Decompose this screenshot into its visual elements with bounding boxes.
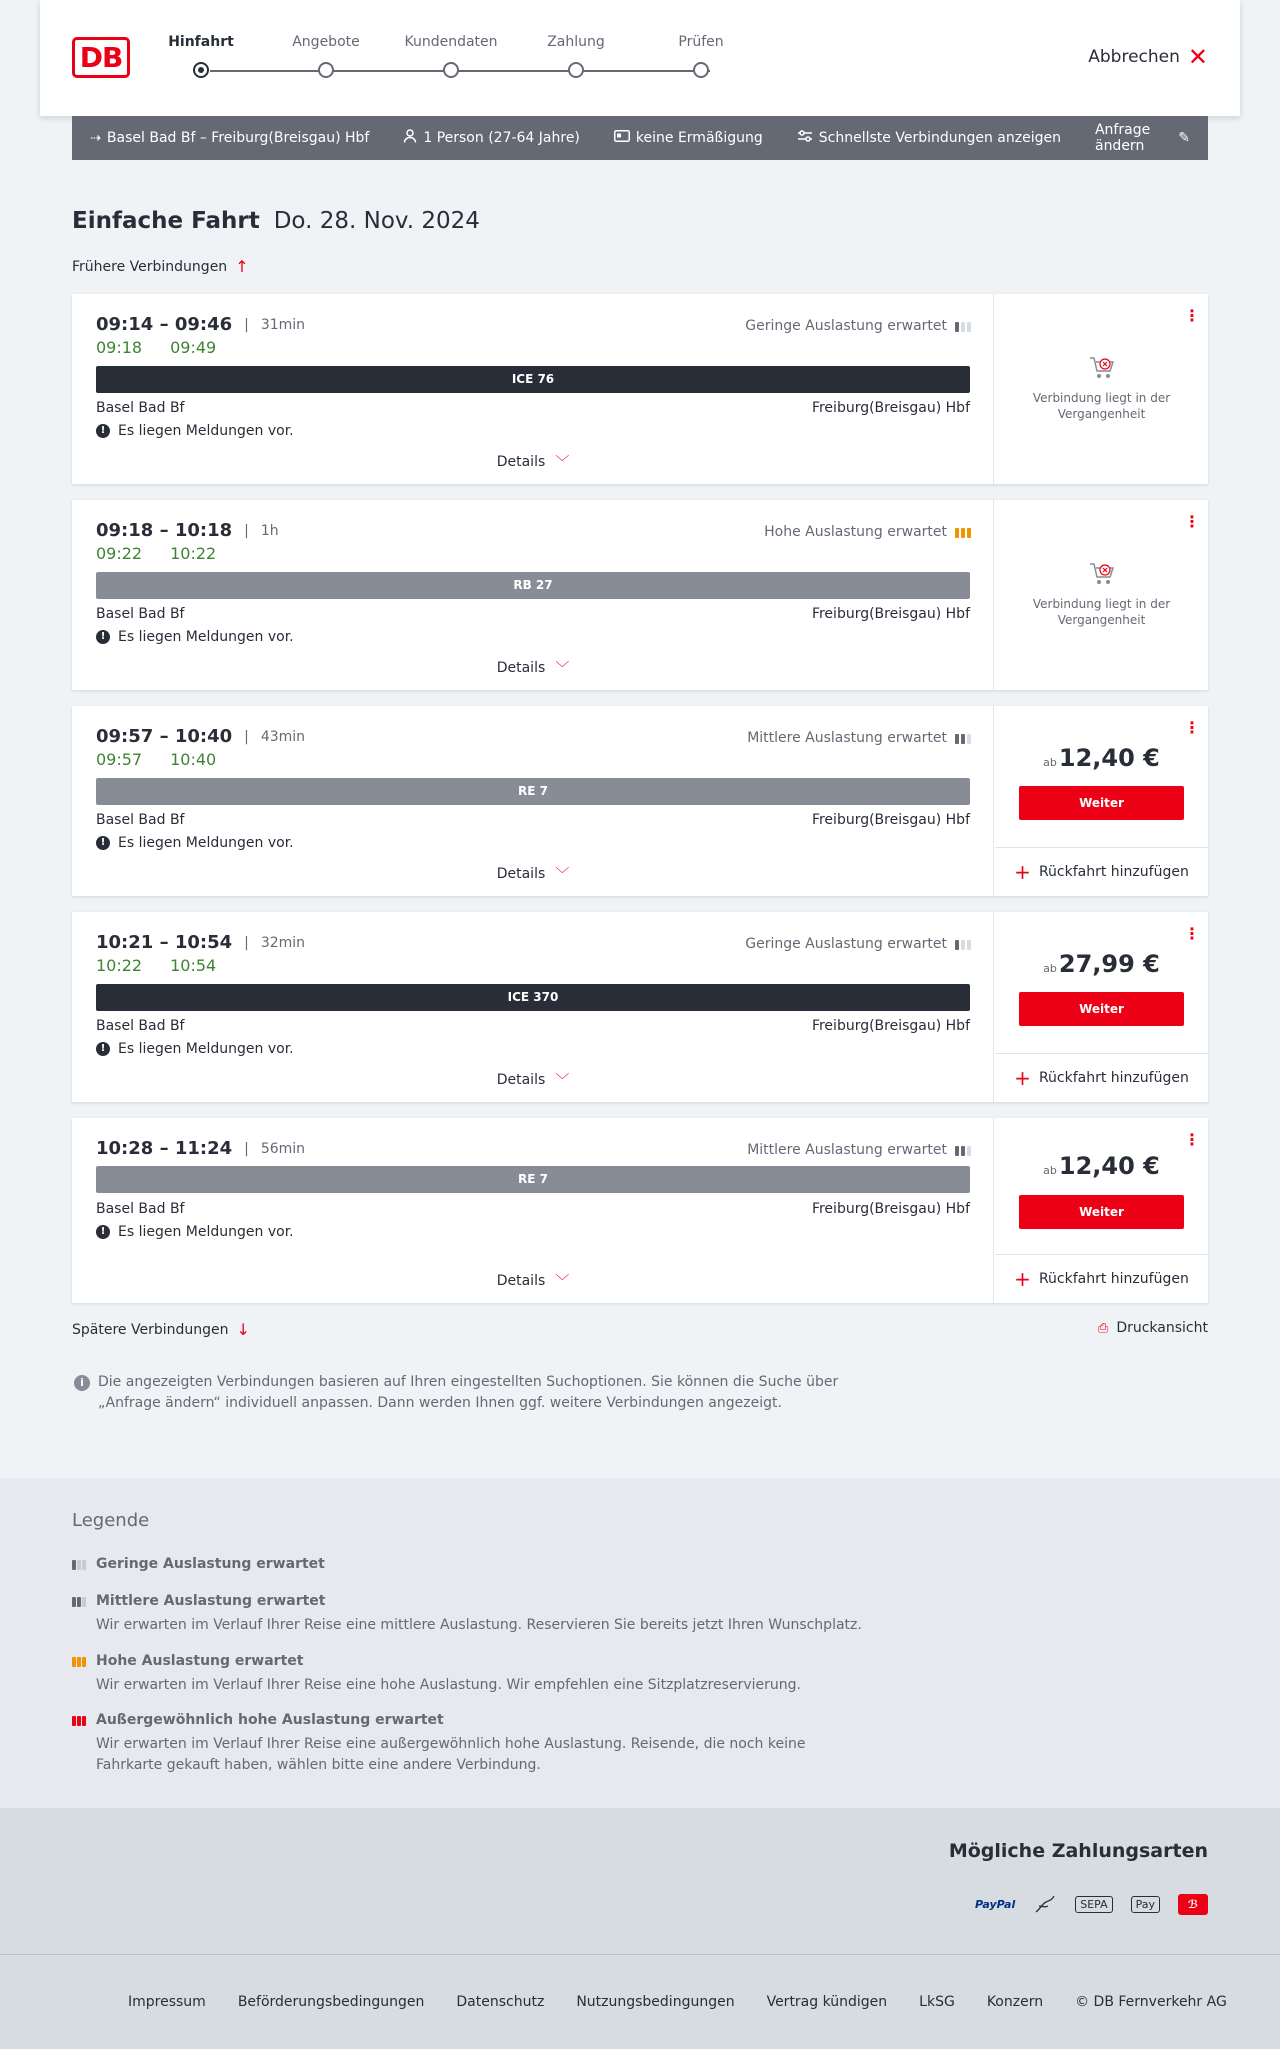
cart-unavailable-icon — [995, 356, 1208, 380]
legend-label: Außergewöhnlich hohe Auslastung erwartet — [96, 1712, 444, 1728]
footer-link-vertrag-kuendigen[interactable]: Vertrag kündigen — [766, 1994, 888, 2010]
card-icon — [614, 130, 630, 146]
progress-steps — [168, 34, 805, 84]
connection-card — [72, 706, 1208, 896]
direct-debit-icon — [1033, 1892, 1057, 1917]
train-bar[interactable]: RB 27 — [96, 572, 970, 599]
stations — [96, 812, 970, 828]
connection-card — [72, 500, 1208, 690]
warning-icon: ! — [96, 1225, 110, 1239]
load-indicator — [764, 524, 971, 540]
destination-station: Freiburg(Breisgau) Hbf — [811, 606, 970, 622]
route-arrow-icon: ⇢ — [90, 130, 101, 146]
destination-station: Freiburg(Breisgau) Hbf — [811, 812, 970, 828]
earlier-connections-link[interactable] — [72, 257, 249, 276]
print-view-link[interactable] — [1098, 1320, 1208, 1336]
footer-link-nutzungsbedingungen[interactable]: Nutzungsbedingungen — [576, 1994, 735, 2010]
trip-date: Do. 28. Nov. 2024 — [273, 208, 480, 234]
load-label: Mittlere Auslastung erwartet — [747, 1142, 947, 1158]
later-label: Spätere Verbindungen — [72, 1321, 229, 1338]
more-options-icon[interactable]: ⋮ — [1184, 924, 1200, 943]
load-label: Hohe Auslastung erwartet — [764, 524, 947, 540]
person-icon — [403, 129, 417, 147]
connection-card — [72, 912, 1208, 1102]
arrow-down-icon: ↓ — [236, 1320, 250, 1339]
message-text: Es liegen Meldungen vor. — [118, 1224, 294, 1240]
more-options-icon[interactable]: ⋮ — [1184, 718, 1200, 737]
later-connections-link[interactable] — [72, 1320, 250, 1339]
load-label: Geringe Auslastung erwartet — [745, 318, 947, 334]
warning-icon: ! — [96, 836, 110, 850]
details-label: Details — [496, 660, 546, 676]
step-label: Kundendaten — [404, 34, 498, 50]
details-toggle[interactable] — [72, 864, 994, 884]
details-toggle[interactable] — [72, 1271, 994, 1291]
warning-icon: ! — [96, 630, 110, 644]
details-toggle[interactable] — [72, 452, 994, 472]
medium-load-icon — [955, 732, 971, 744]
realtime-times — [96, 956, 216, 975]
details-toggle[interactable] — [72, 658, 994, 678]
step-hinfahrt[interactable] — [141, 34, 261, 50]
planned-times: 09:14 – 09:46 — [96, 314, 233, 335]
legend-item-medium — [72, 1593, 872, 1636]
arrow-up-icon: ↑ — [235, 257, 249, 276]
plus-icon: + — [1014, 860, 1031, 884]
legend-item-low — [72, 1556, 872, 1572]
messages-notice — [96, 423, 294, 439]
chevron-down-icon: ﹀ — [555, 1073, 570, 1089]
duration: 43min — [260, 728, 306, 745]
duration: 1h — [260, 522, 279, 539]
details-label: Details — [496, 454, 546, 470]
offer-panel — [995, 500, 1208, 690]
step-label: Hinfahrt — [168, 34, 234, 50]
change-label: Anfrage ändern — [1094, 122, 1151, 154]
medium-load-icon — [72, 1595, 88, 1607]
legend-title: Legende — [72, 1510, 150, 1531]
step-label: Zahlung — [547, 34, 605, 50]
more-options-icon[interactable]: ⋮ — [1184, 1130, 1200, 1149]
realtime-departure: 09:22 — [96, 544, 143, 563]
legend-item-high — [72, 1653, 872, 1696]
info-icon: i — [74, 1375, 90, 1391]
realtime-departure: 10:22 — [96, 956, 143, 975]
step-dot — [443, 62, 459, 78]
progress-line — [210, 70, 710, 72]
print-label: Druckansicht — [1116, 1320, 1208, 1336]
earlier-label: Frühere Verbindungen — [72, 258, 228, 275]
legend-description: Wir erwarten im Verlauf Ihrer Reise eine hohe Auslastung. Wir empfehlen eine Sitzplatzreservierung. — [96, 1677, 801, 1693]
realtime-arrival: 10:40 — [170, 750, 217, 769]
stations — [96, 606, 970, 622]
info-text: Die angezeigten Verbindungen basieren auf Ihren eingestellten Suchoptionen. Sie können die Suche über „Anfrage ändern“ individuell anpassen. Dann werden Ihnen ggf. weitere Verbindungen angezeigt. — [98, 1374, 839, 1411]
change-request-button[interactable] — [1095, 122, 1190, 154]
continue-button[interactable]: Weiter — [1019, 992, 1184, 1026]
price-prefix: ab — [1043, 1164, 1057, 1177]
price-prefix: ab — [1043, 756, 1057, 769]
option-label: Schnellste Verbindungen anzeigen — [818, 130, 1061, 146]
cart-unavailable-icon — [995, 562, 1208, 586]
planned-times: 10:28 – 11:24 — [96, 1138, 233, 1159]
route-label: Basel Bad Bf – Freiburg(Breisgau) Hbf — [106, 130, 370, 146]
step-label: Angebote — [292, 34, 360, 50]
query-route — [90, 130, 369, 146]
copyright: © DB Fernverkehr AG — [1075, 1994, 1227, 2010]
footer-link-lksg[interactable]: LkSG — [919, 1994, 955, 2010]
origin-station: Basel Bad Bf — [96, 1201, 185, 1217]
footer — [0, 1954, 1280, 2049]
train-bar[interactable]: RE 7 — [96, 778, 970, 805]
query-option — [797, 130, 1061, 146]
chevron-down-icon: ﹀ — [555, 661, 570, 677]
separator: | — [244, 728, 249, 745]
price-prefix: ab — [1043, 962, 1057, 975]
realtime-arrival: 10:54 — [170, 956, 217, 975]
connection-times — [96, 726, 305, 747]
planned-times: 10:21 – 10:54 — [96, 932, 233, 953]
footer-links — [128, 1994, 1227, 2010]
details-label: Details — [496, 1072, 546, 1088]
connection-info — [72, 500, 994, 690]
filter-icon — [797, 130, 813, 146]
load-indicator — [745, 318, 971, 334]
payment-section — [0, 1808, 1280, 1954]
step-kundendaten[interactable] — [391, 34, 511, 50]
connection-times — [96, 932, 305, 953]
return-label: Rückfahrt hinzufügen — [1038, 1271, 1189, 1287]
origin-station: Basel Bad Bf — [96, 606, 185, 622]
step-angebote[interactable] — [266, 34, 386, 50]
plus-icon: + — [1014, 1267, 1031, 1291]
destination-station: Freiburg(Breisgau) Hbf — [811, 1201, 970, 1217]
messages-notice — [96, 629, 294, 645]
destination-station: Freiburg(Breisgau) Hbf — [811, 1018, 970, 1034]
connection-info — [72, 1118, 994, 1303]
return-label: Rückfahrt hinzufügen — [1038, 864, 1189, 880]
warning-icon: ! — [96, 424, 110, 438]
stations — [96, 400, 970, 416]
origin-station: Basel Bad Bf — [96, 400, 185, 416]
step-dot — [693, 62, 709, 78]
price-value: 12,40 € — [1058, 744, 1160, 772]
separator: | — [244, 522, 249, 539]
past-label: Verbindung liegt in der Vergangenheit — [1032, 597, 1171, 627]
query-bar — [72, 116, 1208, 160]
warning-icon: ! — [96, 1042, 110, 1056]
low-load-icon — [955, 938, 971, 950]
duration: 31min — [260, 316, 306, 333]
price — [995, 950, 1208, 978]
payment-title: Mögliche Zahlungsarten — [948, 1840, 1208, 1862]
step-pruefen[interactable] — [641, 34, 761, 50]
realtime-departure: 09:57 — [96, 750, 143, 769]
add-return-button[interactable] — [995, 1053, 1208, 1102]
legend-label: Hohe Auslastung erwartet — [96, 1653, 304, 1669]
db-logo[interactable]: DB — [72, 37, 130, 78]
medium-load-icon — [955, 1144, 971, 1156]
pencil-icon: ✎ — [1178, 130, 1190, 146]
connection-times — [96, 314, 305, 335]
message-text: Es liegen Meldungen vor. — [118, 629, 294, 645]
continue-button[interactable]: Weiter — [1019, 1195, 1184, 1229]
low-load-icon — [955, 320, 971, 332]
offer-panel — [995, 1118, 1208, 1303]
low-load-icon — [72, 1558, 88, 1570]
legend-description: Wir erwarten im Verlauf Ihrer Reise eine außergewöhnlich hohe Auslastung. Reisende, die noch keine Fahrkarte gekauft haben, wählen bitte eine andere Verbindung. — [96, 1736, 806, 1773]
separator: | — [244, 1140, 249, 1157]
separator: | — [244, 934, 249, 951]
query-persons — [403, 129, 580, 147]
step-dot — [568, 62, 584, 78]
chevron-down-icon: ﹀ — [555, 867, 570, 883]
high-load-icon — [955, 526, 971, 538]
more-options-icon[interactable]: ⋮ — [1184, 306, 1200, 325]
details-toggle[interactable] — [72, 1070, 994, 1090]
query-discount — [614, 130, 763, 146]
train-bar[interactable]: ICE 76 — [96, 366, 970, 393]
details-label: Details — [496, 1273, 546, 1289]
db-bonus-icon: ℬ — [1178, 1894, 1208, 1915]
planned-times: 09:57 – 10:40 — [96, 726, 233, 747]
stations — [96, 1201, 970, 1217]
legend-label: Mittlere Auslastung erwartet — [96, 1593, 326, 1609]
connection-times — [96, 1138, 305, 1159]
legend-label: Geringe Auslastung erwartet — [96, 1556, 325, 1572]
footer-link-konzern[interactable]: Konzern — [986, 1994, 1044, 2010]
stations — [96, 1018, 970, 1034]
legend-description: Wir erwarten im Verlauf Ihrer Reise eine mittlere Auslastung. Reservieren Sie bereits jetzt Ihren Wunschplatz. — [96, 1617, 862, 1633]
more-options-icon[interactable]: ⋮ — [1184, 512, 1200, 531]
chevron-down-icon: ﹀ — [555, 455, 570, 471]
plus-icon: + — [1014, 1066, 1031, 1090]
offer-panel — [995, 912, 1208, 1102]
extreme-load-icon — [72, 1714, 88, 1726]
step-dot — [318, 62, 334, 78]
realtime-arrival: 09:49 — [170, 338, 217, 357]
offer-panel — [995, 294, 1208, 484]
load-indicator — [745, 936, 971, 952]
realtime-times — [96, 544, 216, 563]
persons-label: 1 Person (27-64 Jahre) — [423, 130, 580, 146]
close-icon: ✕ — [1187, 43, 1208, 71]
printer-icon: ⎙ — [1097, 1320, 1109, 1336]
paypal-icon: PayPal — [975, 1898, 1016, 1911]
load-indicator — [747, 1142, 971, 1158]
add-return-button[interactable] — [995, 1254, 1208, 1303]
messages-notice — [96, 1224, 294, 1240]
origin-station: Basel Bad Bf — [96, 812, 185, 828]
search-info-note — [74, 1372, 854, 1414]
step-dot — [193, 62, 209, 78]
realtime-times — [96, 750, 216, 769]
message-text: Es liegen Meldungen vor. — [118, 835, 294, 851]
details-label: Details — [496, 866, 546, 882]
load-label: Geringe Auslastung erwartet — [745, 936, 947, 952]
duration: 32min — [260, 934, 306, 951]
add-return-button[interactable] — [995, 847, 1208, 896]
past-connection-notice — [995, 562, 1208, 628]
connection-info — [72, 294, 994, 484]
cancel-button[interactable] — [1088, 43, 1208, 71]
step-zahlung[interactable] — [516, 34, 636, 50]
load-label: Mittlere Auslastung erwartet — [747, 730, 947, 746]
realtime-times — [96, 338, 216, 357]
payment-methods — [975, 1892, 1208, 1917]
continue-button[interactable]: Weiter — [1019, 786, 1184, 820]
destination-station: Freiburg(Breisgau) Hbf — [811, 400, 970, 416]
message-text: Es liegen Meldungen vor. — [118, 1041, 294, 1057]
legend-section — [0, 1478, 1280, 1808]
load-indicator — [747, 730, 971, 746]
step-label: Prüfen — [678, 34, 724, 50]
connection-times — [96, 520, 279, 541]
sepa-icon: SEPA — [1075, 1896, 1112, 1913]
price-value: 27,99 € — [1058, 950, 1160, 978]
duration: 56min — [260, 1140, 306, 1157]
connection-info — [72, 706, 994, 896]
message-text: Es liegen Meldungen vor. — [118, 423, 294, 439]
footer-link-datenschutz[interactable]: Datenschutz — [456, 1994, 545, 2010]
realtime-departure: 09:18 — [96, 338, 143, 357]
discount-label: keine Ermäßigung — [635, 130, 763, 146]
legend-item-extreme — [72, 1712, 872, 1776]
trip-type: Einfache Fahrt — [72, 208, 260, 234]
return-label: Rückfahrt hinzufügen — [1038, 1070, 1189, 1086]
high-load-icon — [72, 1655, 88, 1667]
train-bar[interactable]: ICE 370 — [96, 984, 970, 1011]
connection-card — [72, 1118, 1208, 1303]
chevron-down-icon: ﹀ — [555, 1274, 570, 1290]
realtime-arrival: 10:22 — [170, 544, 217, 563]
past-label: Verbindung liegt in der Vergangenheit — [1032, 391, 1171, 421]
separator: | — [244, 316, 249, 333]
page-title — [72, 208, 480, 234]
connection-card — [72, 294, 1208, 484]
price — [995, 1152, 1208, 1180]
messages-notice — [96, 1041, 294, 1057]
origin-station: Basel Bad Bf — [96, 1018, 185, 1034]
footer-link-impressum[interactable]: Impressum — [128, 1994, 206, 2010]
planned-times: 09:18 – 10:18 — [96, 520, 233, 541]
messages-notice — [96, 835, 294, 851]
offer-panel — [995, 706, 1208, 896]
past-connection-notice — [995, 356, 1208, 422]
apple-pay-icon: Pay — [1131, 1896, 1160, 1913]
connection-info — [72, 912, 994, 1102]
cancel-label: Abbrechen — [1088, 47, 1180, 67]
train-bar[interactable]: RE 7 — [96, 1166, 970, 1193]
footer-link-befoerderungsbedingungen[interactable]: Beförderungsbedingungen — [237, 1994, 425, 2010]
header — [40, 0, 1240, 116]
price-value: 12,40 € — [1058, 1152, 1160, 1180]
price — [995, 744, 1208, 772]
